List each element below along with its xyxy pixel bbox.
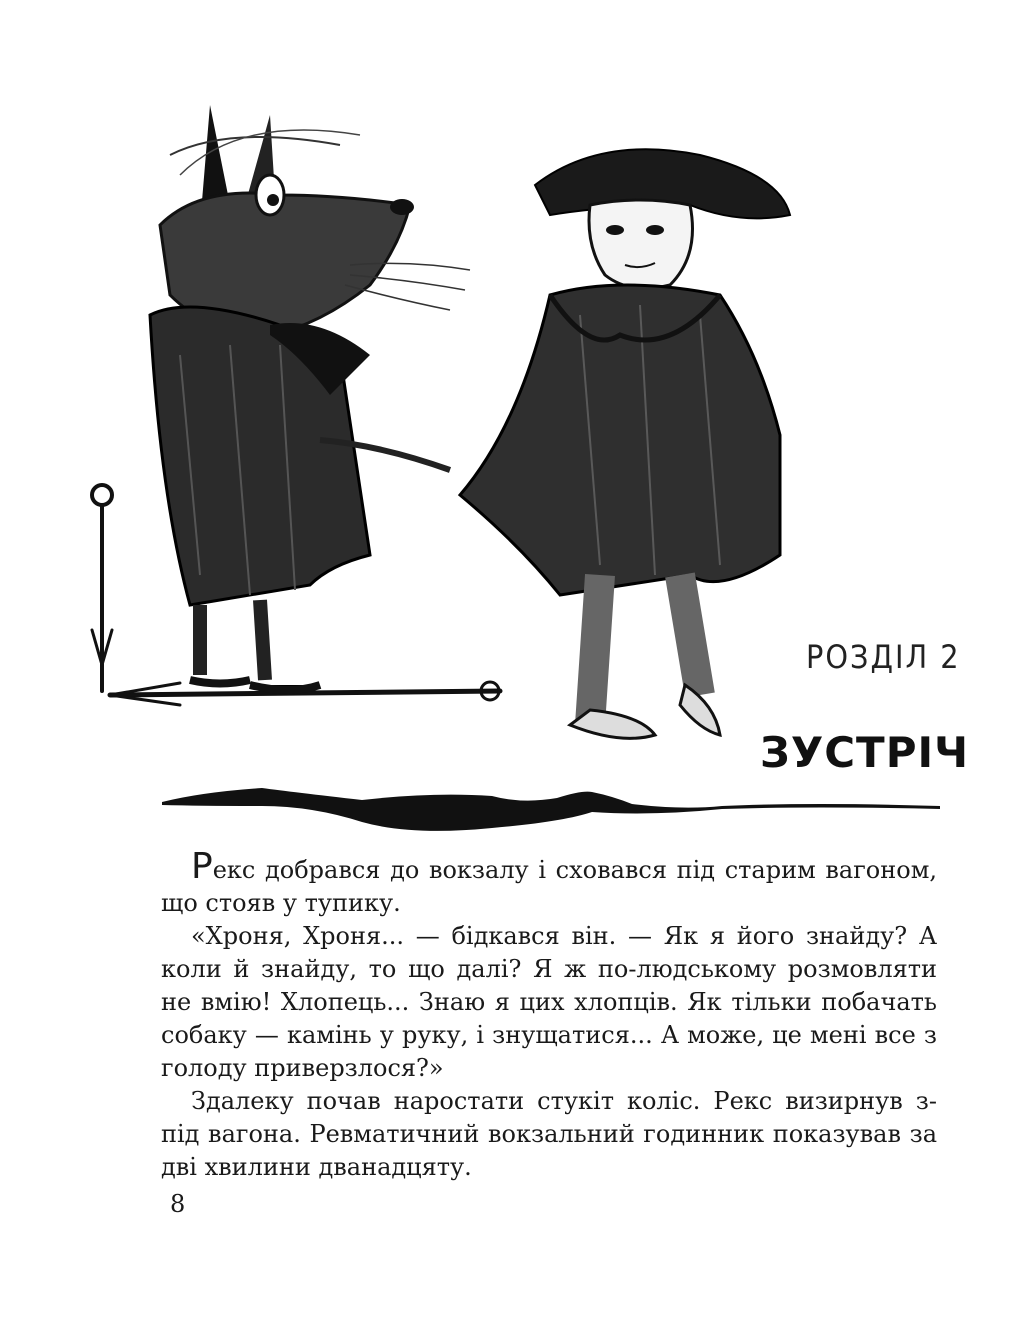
chapter-title: ЗУСТРІЧ [760, 728, 970, 777]
paragraph-1 [161, 846, 937, 920]
page-number: 8 [170, 1190, 186, 1218]
paragraph-3: Здалеку почав наростати стукіт коліс. Рекс визирнув з-під вагона. Ревматичний вокзальний годинник показував за дві хвилини дванадцяту. [161, 1087, 937, 1181]
wave-divider [162, 782, 940, 838]
signal-post [92, 485, 112, 691]
chapter-body [161, 846, 937, 1184]
dog-figure [150, 105, 470, 690]
chapter-label: РОЗДІЛ 2 [806, 638, 961, 676]
chapter-illustration [80, 95, 800, 775]
paragraph-2: «Хроня, Хроня... — бідкався він. — Як я його знайду? А коли й знайду, то що далі? Я ж по-людському розмовляти не вмію! Хлопець... Знаю я цих хлопців. Як тільки побачать собаку — камінь у руку, і знущатися... А може, це мені все з голоду приверзлося?» [161, 922, 937, 1082]
paragraph-1-text: екс добрався до вокзалу і сховався під старим вагоном, що стояв у тупику. [161, 856, 937, 917]
boy-figure [460, 149, 790, 738]
drop-initial: Р [191, 846, 213, 887]
